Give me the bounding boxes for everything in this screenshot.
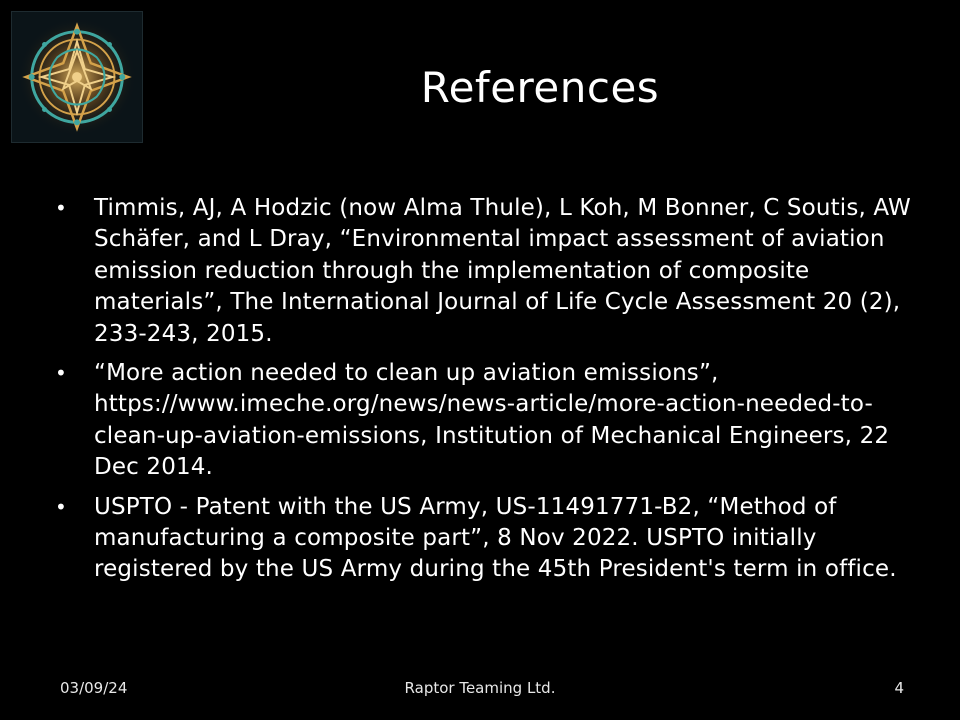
- footer-date: 03/09/24: [60, 679, 128, 697]
- footer-page-number: 4: [894, 679, 904, 697]
- ornamental-emblem-icon: [12, 12, 142, 142]
- reference-item: [55, 492, 915, 586]
- footer-organization: Raptor Teaming Ltd.: [404, 679, 556, 697]
- reference-text: Timmis, AJ, A Hodzic (now Alma Thule), L Koh, M Bonner, C Soutis, AW Schäfer, and L Dray, “Environmental impact assessment of aviation emission reduction through the implementation of composite materials”, The International Journal of Life Cycle Assessment 20 (2), 233-243, 2015.: [94, 195, 911, 347]
- bullet-icon: •: [55, 361, 67, 386]
- ornamental-emblem-logo: [11, 11, 143, 143]
- reference-text: “More action needed to clean up aviation emissions”, https://www.imeche.org/news/news-article/more-action-needed-to-clean-up-aviation-emissions, Institution of Mechanical Engineers, 22 Dec 2014.: [94, 360, 890, 481]
- reference-item: [55, 193, 915, 350]
- bullet-icon: •: [55, 196, 67, 220]
- reference-list: [55, 193, 915, 594]
- slide-title: References: [420, 63, 660, 112]
- reference-item: [55, 358, 915, 484]
- bullet-icon: •: [55, 494, 67, 519]
- reference-text: USPTO - Patent with the US Army, US-11491771-B2, “Method of manufacturing a composite part”, 8 Nov 2022. USPTO initially registered by the US Army during the 45th President's term in office.: [94, 493, 897, 583]
